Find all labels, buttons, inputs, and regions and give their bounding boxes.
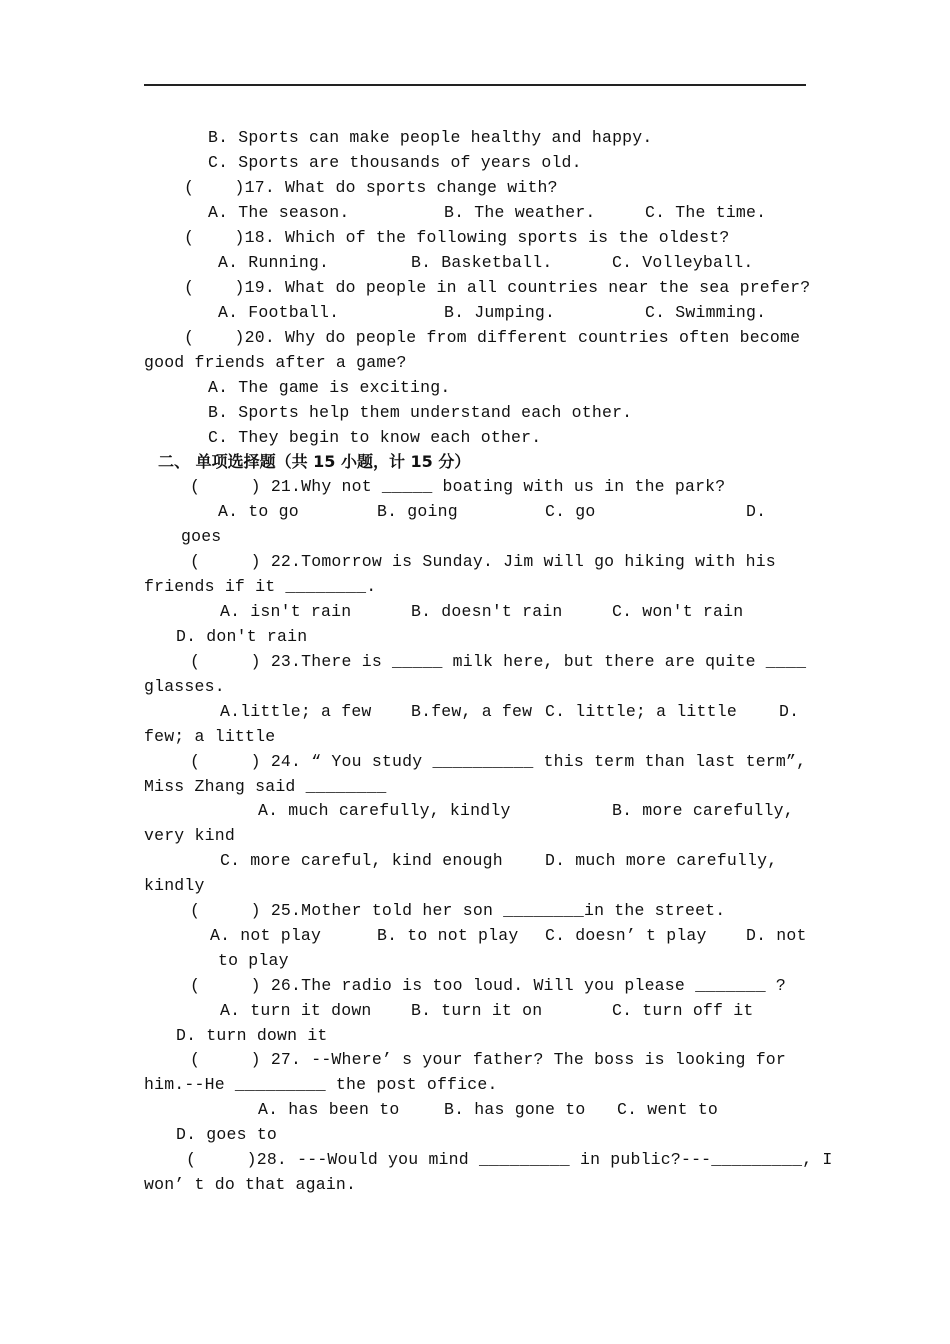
- q23-option-c: C. little; a little: [545, 702, 737, 721]
- q17-option-b: B. The weather.: [444, 203, 596, 222]
- q25-option-d-text: to play: [218, 951, 289, 970]
- q19-option-b: B. Jumping.: [444, 303, 556, 322]
- q23-stem: ( ) 23.There is _____ milk here, but there are quite ____: [190, 652, 807, 671]
- q18-option-a: A. Running.: [218, 253, 330, 272]
- q26-option-a: A. turn it down: [220, 1001, 372, 1020]
- q24-option-d: D. much more carefully,: [545, 851, 778, 870]
- q17-option-c: C. The time.: [645, 203, 767, 222]
- q20-option-c: C. They begin to know each other.: [208, 428, 542, 447]
- q27-option-b: B. has gone to: [444, 1100, 586, 1119]
- section-heading: 二、 单项选择题（共 15 小题，计 15 分）: [158, 452, 471, 471]
- q16-option-b: B. Sports can make people healthy and happy.: [208, 128, 653, 147]
- q21-stem: ( ) 21.Why not _____ boating with us in the park?: [190, 477, 726, 496]
- q20-option-a: A. The game is exciting.: [208, 378, 451, 397]
- q20-stem-cont: good friends after a game?: [144, 353, 407, 372]
- q26-option-b: B. turn it on: [411, 1001, 543, 1020]
- q23-option-a: A.little; a few: [220, 702, 372, 721]
- q24-option-c: C. more careful, kind enough: [220, 851, 503, 870]
- q17-option-a: A. The season.: [208, 203, 350, 222]
- q25-option-d-label: D. not: [746, 926, 807, 945]
- q27-option-c: C. went to: [617, 1100, 719, 1119]
- q27-option-a: A. has been to: [258, 1100, 400, 1119]
- q22-option-b: B. doesn't rain: [411, 602, 563, 621]
- q20-stem: ( )20. Why do people from different countries often become: [184, 328, 801, 347]
- q25-option-a: A. not play: [210, 926, 322, 945]
- q21-option-d-label: D.: [746, 502, 767, 521]
- q18-option-c: C. Volleyball.: [612, 253, 754, 272]
- q27-option-d: D. goes to: [176, 1125, 278, 1144]
- q18-stem: ( )18. Which of the following sports is the oldest?: [184, 228, 730, 247]
- q25-option-b: B. to not play: [377, 926, 519, 945]
- q19-option-c: C. Swimming.: [645, 303, 767, 322]
- q23-option-d-text: few; a little: [144, 727, 276, 746]
- q23-option-b: B.few, a few: [411, 702, 533, 721]
- q18-option-b: B. Basketball.: [411, 253, 553, 272]
- q20-option-b: B. Sports help them understand each other.: [208, 403, 633, 422]
- q24-option-d-cont: kindly: [144, 876, 205, 895]
- q28-stem: ( )28. ---Would you mind _________ in public?---_________, I: [186, 1150, 833, 1169]
- q26-option-c: C. turn off it: [612, 1001, 754, 1020]
- q22-option-c: C. won't rain: [612, 602, 744, 621]
- q24-option-b: B. more carefully,: [612, 801, 794, 820]
- q25-stem: ( ) 25.Mother told her son ________in the street.: [190, 901, 726, 920]
- q28-stem-cont: won’ t do that again.: [144, 1175, 357, 1194]
- q22-option-d: D. don't rain: [176, 627, 308, 646]
- q21-option-d-text: goes: [181, 527, 222, 546]
- q23-option-d-label: D.: [779, 702, 800, 721]
- q24-stem: ( ) 24. “ You study __________ this term than last term”,: [190, 752, 807, 771]
- q21-option-c: C. go: [545, 502, 596, 521]
- q19-stem: ( )19. What do people in all countries near the sea prefer?: [184, 278, 811, 297]
- q21-option-a: A. to go: [218, 502, 299, 521]
- q24-stem-cont: Miss Zhang said ________: [144, 777, 387, 796]
- q27-stem: ( ) 27. --Where’ s your father? The boss is looking for: [190, 1050, 786, 1069]
- q17-stem: ( )17. What do sports change with?: [184, 178, 558, 197]
- q26-stem: ( ) 26.The radio is too loud. Will you please _______ ?: [190, 976, 786, 995]
- q27-stem-cont: him.--He _________ the post office.: [144, 1075, 498, 1094]
- q22-stem-cont: friends if it ________.: [144, 577, 377, 596]
- q26-option-d: D. turn down it: [176, 1026, 328, 1045]
- q23-stem-cont: glasses.: [144, 677, 225, 696]
- q22-stem: ( ) 22.Tomorrow is Sunday. Jim will go hiking with his: [190, 552, 776, 571]
- q22-option-a: A. isn't rain: [220, 602, 352, 621]
- q25-option-c: C. doesn’ t play: [545, 926, 707, 945]
- q19-option-a: A. Football.: [218, 303, 340, 322]
- q16-option-c: C. Sports are thousands of years old.: [208, 153, 582, 172]
- header-rule: [144, 84, 806, 86]
- q24-option-a: A. much carefully, kindly: [258, 801, 511, 820]
- q24-option-b-cont: very kind: [144, 826, 235, 845]
- q21-option-b: B. going: [377, 502, 458, 521]
